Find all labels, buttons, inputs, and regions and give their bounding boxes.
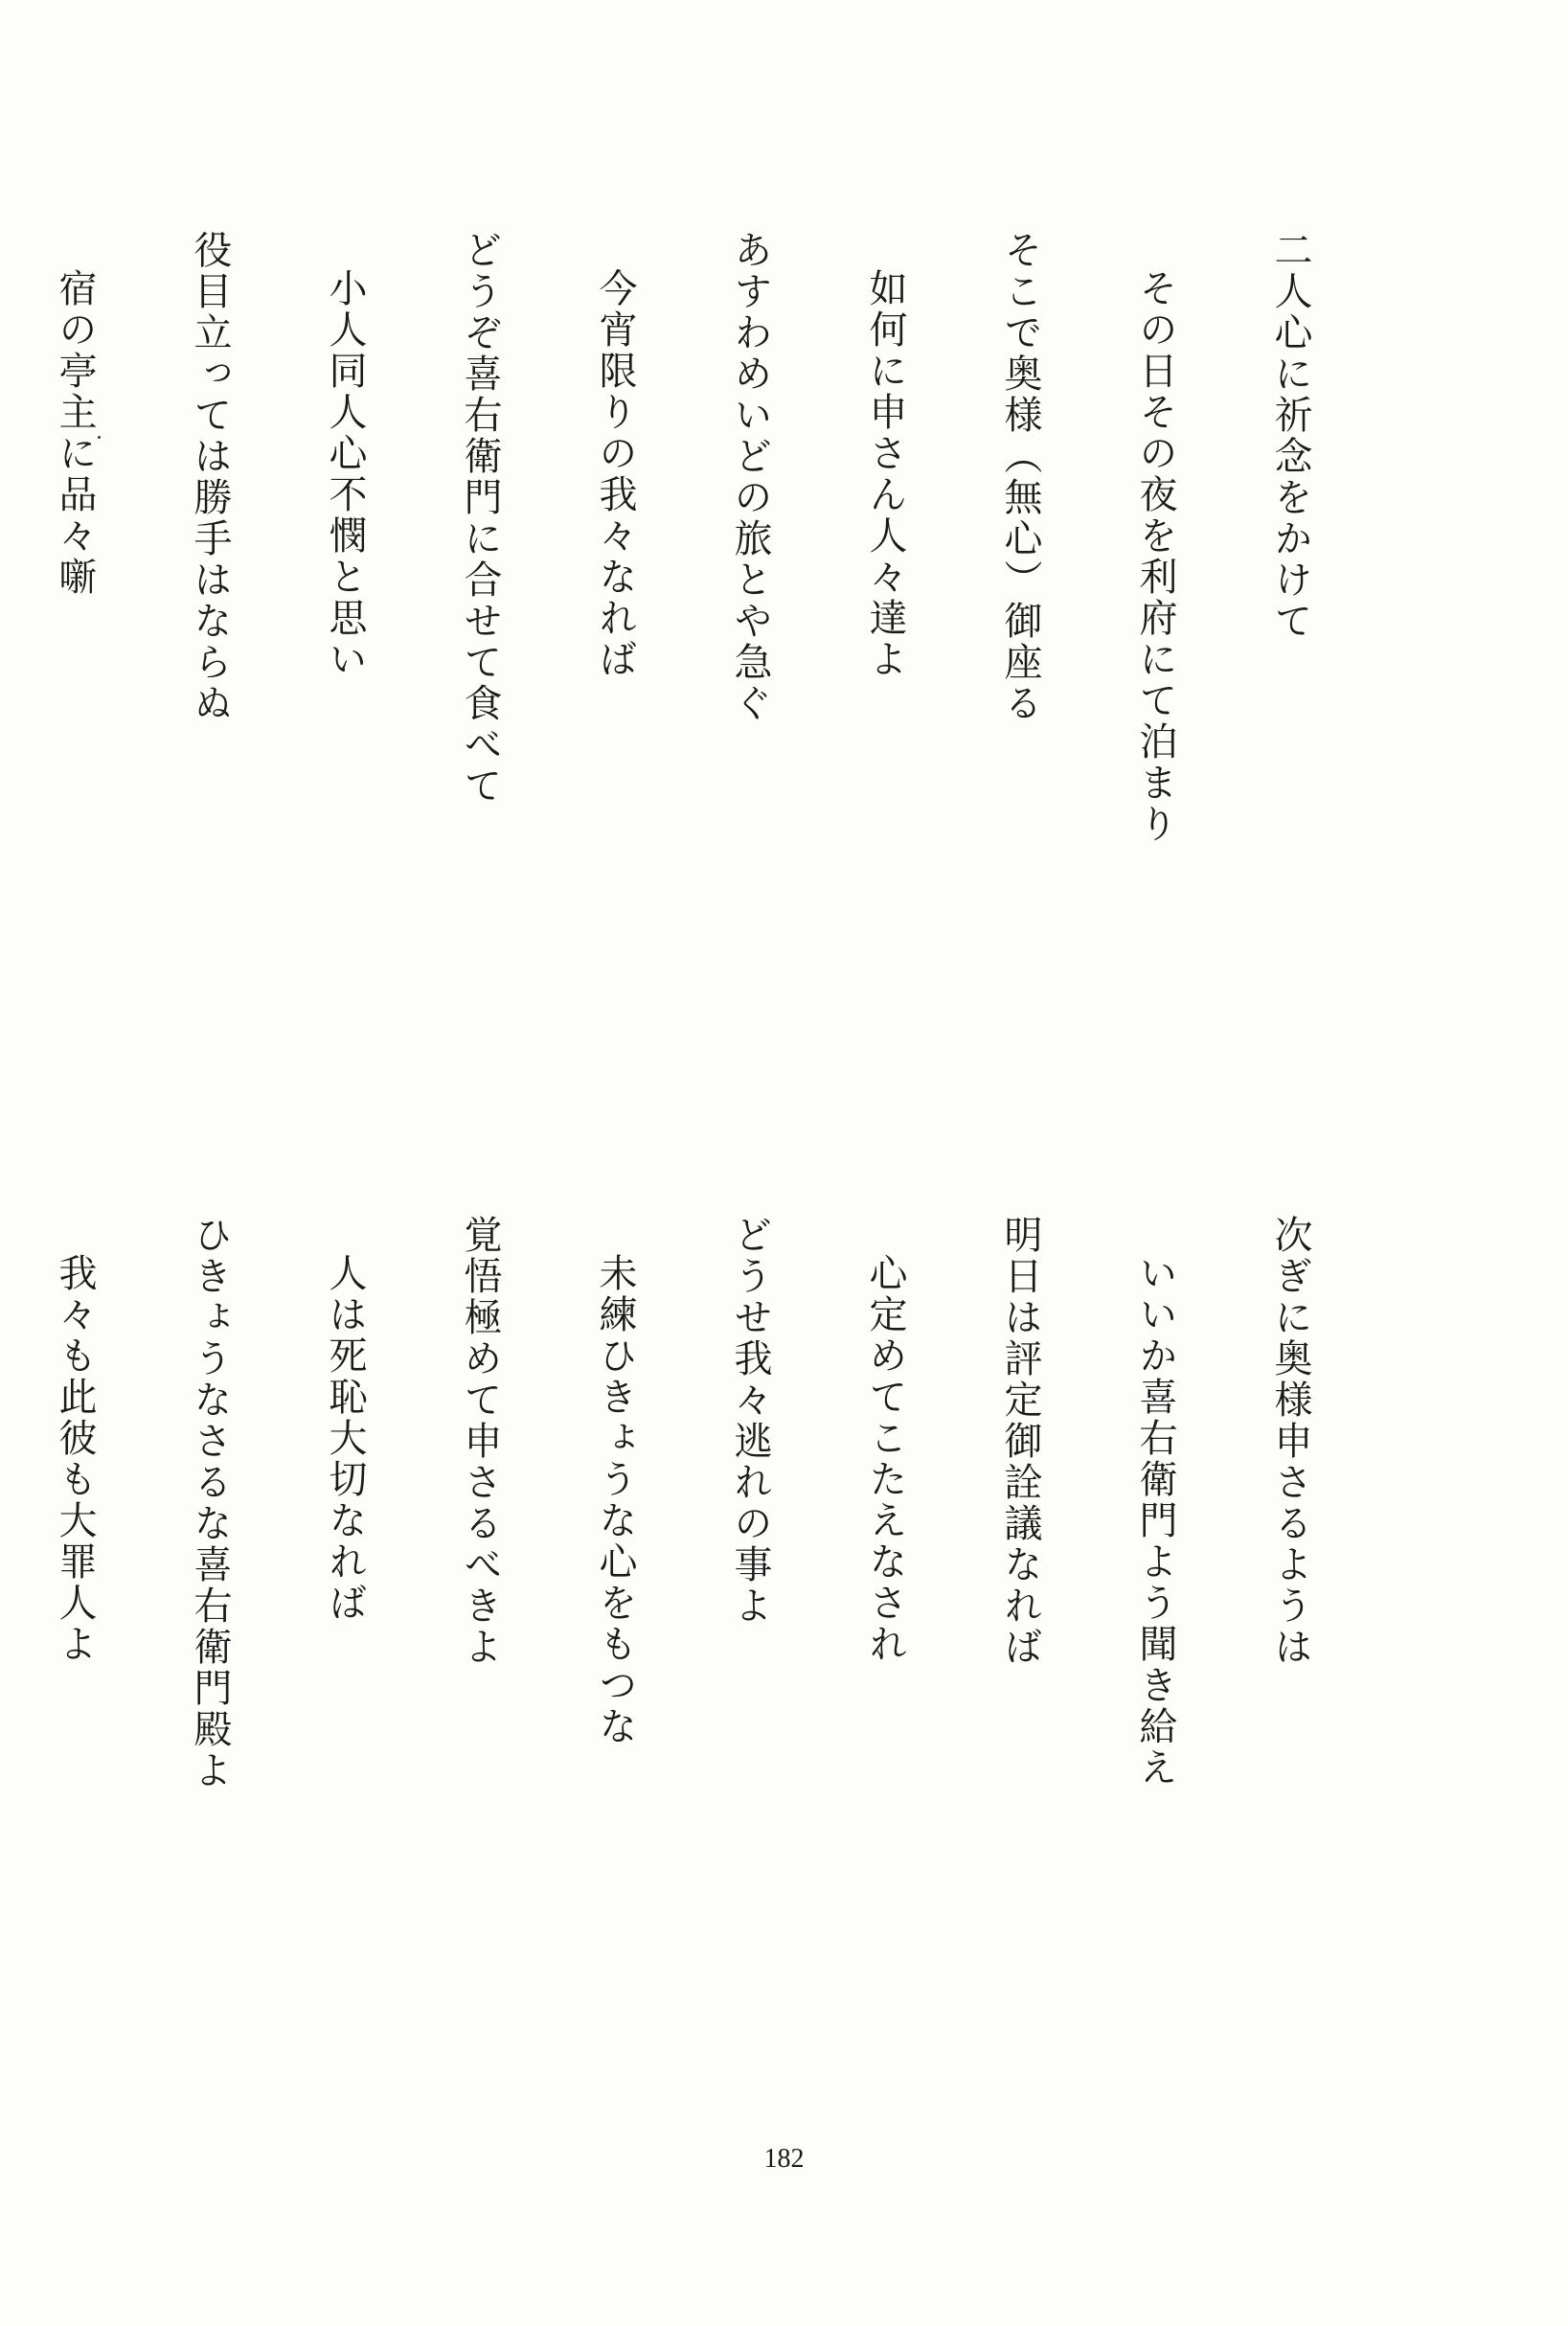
- ink-speck: [98, 436, 101, 439]
- verse-line: どうせ我々逃れの事よ: [728, 1215, 772, 1627]
- verse-line: 役目立っては勝手はならぬ: [188, 230, 232, 724]
- verse-line: 宿の亭主に品々噺: [53, 268, 97, 598]
- verse-line: そこで奥様（無心）御座る: [998, 230, 1042, 724]
- verse-line: 今宵限りの我々なれば: [593, 268, 637, 680]
- verse-line: 如何に申さん人々達よ: [863, 268, 907, 680]
- verse-line: 明日は評定御詮議なれば: [998, 1215, 1042, 1668]
- verse-line: 二人心に祈念をかけて: [1268, 230, 1312, 642]
- verse-line: 覚悟極めて申さるべきよ: [458, 1215, 502, 1668]
- verse-line: 小人同人心不憫と思い: [323, 268, 367, 680]
- verse-line: ひきょうなさるな喜右衛門殿よ: [188, 1215, 232, 1791]
- verse-line: どうぞ喜右衛門に合せて食べて: [458, 230, 502, 807]
- page-number: 182: [763, 2144, 805, 2174]
- verse-line: 我々も此彼も大罪人よ: [53, 1253, 97, 1665]
- verse-line: いいか喜右衛門よう聞き給え: [1133, 1253, 1177, 1789]
- verse-line: 人は死恥大切なれば: [323, 1253, 367, 1624]
- verse-line: 次ぎに奥様申さるようは: [1268, 1215, 1312, 1668]
- verse-line: 未練ひきょうな心をもつな: [593, 1253, 637, 1747]
- verse-block-bottom: [53, 1215, 1312, 2211]
- verse-block-top: [53, 230, 1312, 1197]
- verse-line: その日その夜を利府にて泊まり: [1133, 268, 1177, 845]
- verse-line: あすわめいどの旅とや急ぐ: [728, 230, 772, 724]
- verse-line: 心定めてこたえなされ: [863, 1253, 907, 1665]
